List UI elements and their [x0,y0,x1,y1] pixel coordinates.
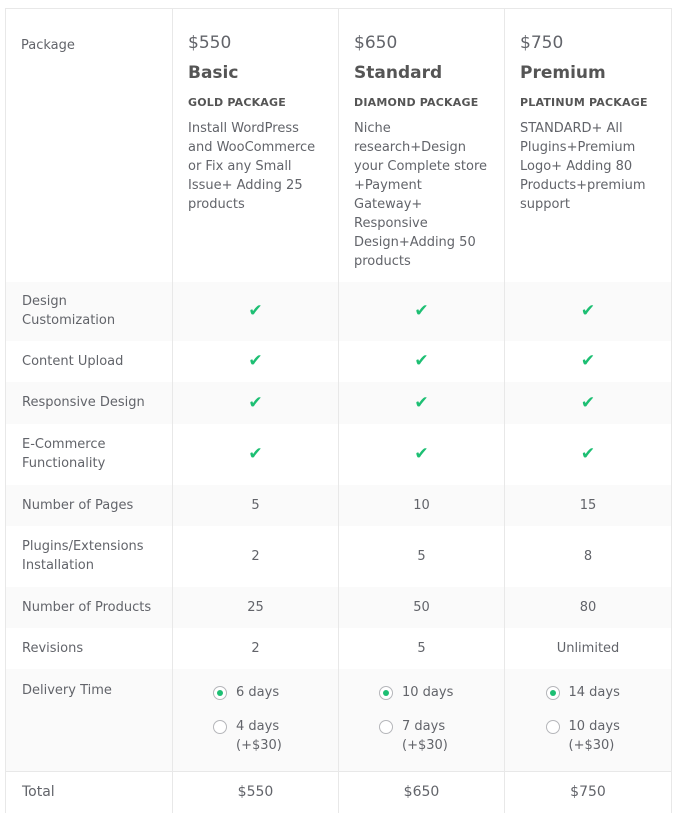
total-label: Total [6,772,173,813]
feature-label: Plugins/Extensions Installation [6,526,173,587]
check-icon: ✔ [580,301,596,321]
delivery-options [339,669,505,772]
package-price: $750 [520,33,564,53]
delivery-option-text: 10 days (+$30) [568,718,620,753]
package-name: Premium [520,63,606,83]
package-name: Basic [188,63,239,83]
delivery-row [6,669,672,772]
feature-row [6,282,672,341]
feature-row [6,424,672,485]
total-value: $650 [339,772,505,813]
feature-value: 25 [173,587,339,628]
feature-row [6,587,672,628]
radio-button[interactable] [379,686,393,700]
feature-value [339,282,505,341]
feature-row [6,485,672,526]
feature-value: 80 [505,587,672,628]
feature-row [6,382,672,424]
radio-button[interactable] [379,720,393,734]
package-price: $650 [354,33,398,53]
delivery-option-text: 4 days (+$30) [236,718,282,753]
radio-button[interactable] [546,686,560,700]
feature-label: Number of Products [6,587,173,628]
check-icon: ✔ [248,301,263,321]
feature-label: Design Customization [6,282,173,341]
feature-label: Revisions [6,628,173,669]
check-icon: ✔ [248,392,263,413]
feature-value [505,382,672,424]
feature-value [505,424,672,485]
feature-value [173,424,339,485]
feature-value: Unlimited [505,628,672,669]
delivery-option[interactable] [213,683,298,702]
package-label: Package [6,9,173,282]
feature-value [505,282,672,341]
radio-button[interactable] [546,720,560,734]
package-description: STANDARD+ All Plugins+Premium Logo+ Adding 80 Products+premium support [520,121,646,212]
feature-value [173,382,339,424]
delivery-option[interactable] [379,717,464,755]
package-tier: DIAMOND PACKAGE [354,96,479,109]
check-icon: ✔ [414,301,429,321]
pricing-table [5,8,672,813]
package-tier: PLATINUM PACKAGE [520,96,648,109]
package-basic [173,9,339,282]
feature-value: 50 [339,587,505,628]
delivery-option-text: 6 days [236,684,280,700]
package-price: $550 [188,33,232,53]
package-description: Install WordPress and WooCommerce or Fix any Small Issue+ Adding 25 products [188,121,316,212]
feature-row [6,341,672,382]
total-row [6,772,672,813]
feature-value [173,282,339,341]
delivery-option-text: 7 days (+$30) [402,718,448,753]
feature-value: 8 [505,526,672,587]
check-icon: ✔ [580,444,596,464]
package-name: Standard [354,63,443,83]
package-header-row [6,9,672,282]
feature-value [339,382,505,424]
feature-label: Number of Pages [6,485,173,526]
package-description: Niche research+Design your Complete store +Payment Gateway+ Responsive Design+Adding 50 products [354,121,488,269]
check-icon: ✔ [414,392,429,413]
delivery-option[interactable] [379,683,464,702]
feature-value: 10 [339,485,505,526]
feature-value: 2 [173,526,339,587]
radio-button[interactable] [213,686,227,700]
feature-value: 5 [339,526,505,587]
feature-value: 15 [505,485,672,526]
delivery-option[interactable] [213,717,298,755]
package-standard [339,9,505,282]
feature-value [173,341,339,382]
delivery-label: Delivery Time [6,669,173,772]
feature-value [505,341,672,382]
feature-value: 5 [173,485,339,526]
feature-label: Content Upload [6,341,173,382]
check-icon: ✔ [414,351,429,371]
check-icon: ✔ [580,351,596,371]
package-premium [505,9,672,282]
package-tier: GOLD PACKAGE [188,96,286,109]
check-icon: ✔ [248,444,263,464]
feature-value: 2 [173,628,339,669]
delivery-options [173,669,339,772]
delivery-option[interactable] [546,717,631,755]
feature-row [6,526,672,587]
check-icon: ✔ [248,351,263,371]
delivery-option-text: 10 days [402,684,454,700]
feature-label: E-Commerce Functionality [6,424,173,485]
check-icon: ✔ [580,392,596,413]
check-icon: ✔ [414,444,429,464]
feature-value [339,341,505,382]
total-value: $550 [173,772,339,813]
delivery-options [505,669,672,772]
feature-row [6,628,672,669]
feature-value [339,424,505,485]
delivery-option-text: 14 days [568,684,620,700]
feature-label: Responsive Design [6,382,173,424]
radio-button[interactable] [213,720,227,734]
feature-value: 5 [339,628,505,669]
total-value: $750 [505,772,672,813]
delivery-option[interactable] [546,683,631,702]
